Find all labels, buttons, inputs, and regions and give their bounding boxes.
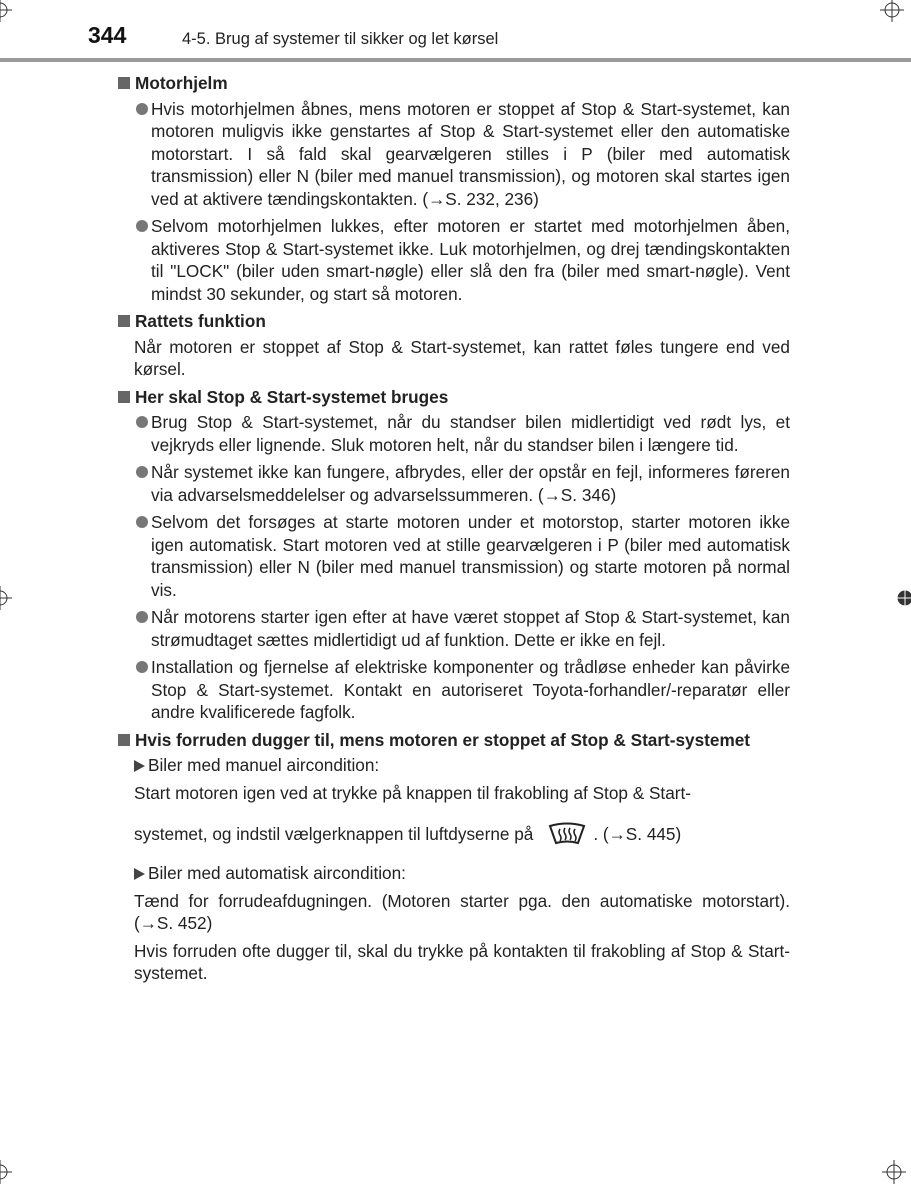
crop-mark-icon [0, 0, 12, 22]
bullet-item: Installation og fjernelse af elektriske komponenter og trådløse enheder kan påvirke Stop & Start-systemet. Kontakt en autoriseret Toyota-forhandler/-reparatør eller andre kvalificerede fagfolk. [118, 656, 790, 724]
bullet-item: Brug Stop & Start-systemet, når du standser bilen midlertidigt ved rødt lys, et vejkryds eller lignende. Sluk motoren helt, når du standser bilen i længere tid. [118, 411, 790, 456]
circle-bullet-icon [136, 416, 148, 428]
bullet-item: Når systemet ikke kan fungere, afbrydes, eller der opstår en fejl, informeres føreren via advarselsmeddelelser og advarselssummeren. (→S. 346) [118, 461, 790, 506]
paragraph: Start motoren igen ved at trykke på knappen til frakobling af Stop & Start- [134, 782, 691, 803]
paragraph-with-icon: systemet, og indstil vælgerknappen til luftdyserne på . (→S. 445) [118, 820, 790, 848]
circle-bullet-icon [136, 220, 148, 232]
square-bullet-icon [118, 391, 130, 403]
sub-heading-manual: Biler med manuel aircondition: [118, 754, 790, 777]
triangle-marker-icon [134, 868, 145, 880]
triangle-marker-icon [134, 760, 145, 772]
page-number: 344 [88, 22, 127, 48]
crop-mark-icon [0, 586, 12, 610]
crop-mark-icon [880, 0, 904, 22]
bullet-item: Når motorens starter igen efter at have været stoppet af Stop & Start-systemet, kan strømudtaget sættes midlertidigt ud af funktion. Dette er ikke en fejl. [118, 606, 790, 651]
crop-mark-icon [882, 1160, 906, 1184]
section-title: 4-5. Brug af systemer til sikker og let kørsel [182, 30, 499, 48]
section-heading-her-skal: Her skal Stop & Start-systemet bruges [118, 386, 790, 409]
circle-bullet-icon [136, 661, 148, 673]
page-content [118, 70, 790, 990]
circle-bullet-icon [136, 611, 148, 623]
header-divider [0, 58, 911, 62]
circle-bullet-icon [136, 516, 148, 528]
section-heading-motorhjelm: Motorhjelm [118, 72, 790, 95]
bullet-item: Selvom det forsøges at starte motoren under et motorstop, starter motoren ikke igen automatisk. Start motoren ved at stille gearvælgeren i P (biler med automatisk transmission) eller N (biler med manuel transmission) og starte motoren på normal vis. [118, 511, 790, 601]
crop-mark-icon [893, 586, 911, 610]
paragraph: Tænd for forrudeafdugningen. (Motoren starter pga. den automatiske motorstart). (→S. 452) [134, 890, 790, 933]
bullet-item: Hvis motorhjelmen åbnes, mens motoren er stoppet af Stop & Start-systemet, kan motoren muligvis ikke genstartes af Stop & Start-systemet eller den automatiske motorstart. I så fald skal gearvælgeren stilles i P (biler med automatisk transmission) eller N (biler med manuel transmission), og motoren skal startes igen ved at aktivere tændingskontakten. (→S. 232, 236) [118, 98, 790, 211]
square-bullet-icon [118, 77, 130, 89]
circle-bullet-icon [136, 103, 148, 115]
circle-bullet-icon [136, 466, 148, 478]
square-bullet-icon [118, 734, 130, 746]
bullet-item: Selvom motorhjelmen lukkes, efter motoren er startet med motorhjelmen åben, aktiveres Stop & Start-systemet ikke. Luk motorhjelmen, og drej tændingskontakten til "LOCK" (biler uden smart-nøgle) eller slå den fra (biler med smart-nøgle). Vent mindst 30 sekunder, og start så motoren. [118, 215, 790, 305]
windshield-defog-icon [547, 820, 587, 846]
square-bullet-icon [118, 315, 130, 327]
section-heading-rattets-funktion: Rattets funktion [118, 310, 790, 333]
sub-heading-automatic: Biler med automatisk aircondition: [118, 862, 790, 885]
paragraph: Hvis forruden ofte dugger til, skal du trykke på kontakten til frakobling af Stop & Start-systemet. [134, 940, 790, 983]
section-heading-forruden-dugger: Hvis forruden dugger til, mens motoren er stoppet af Stop & Start-systemet [118, 729, 790, 752]
crop-mark-icon [0, 1160, 12, 1184]
paragraph: Når motoren er stoppet af Stop & Start-systemet, kan rattet føles tungere end ved kørsel. [134, 336, 790, 379]
